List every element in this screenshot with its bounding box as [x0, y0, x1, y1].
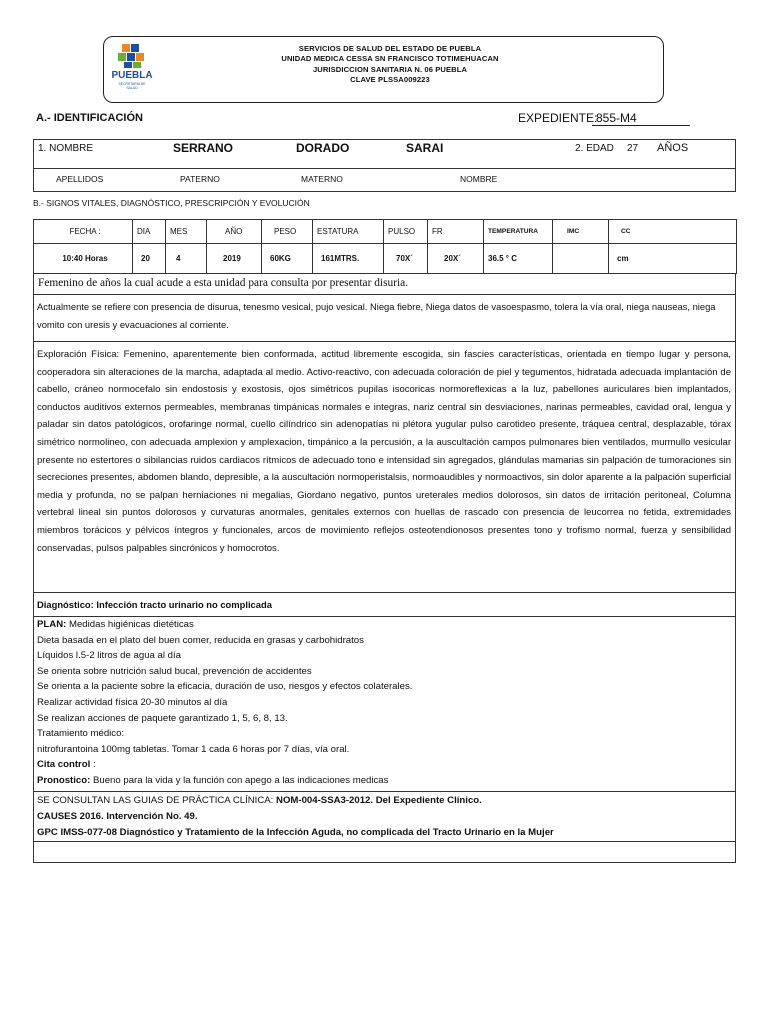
guias-line-1b: NOM-004-SSA3-2012. Del Expediente Clínico. [276, 795, 482, 806]
motivo-text: Femenino de años la cual acude a esta unidad para consulta por presentar disuria. [38, 277, 409, 289]
diagnostico-text: Diagnóstico: Infección tracto urinario no complicada [37, 599, 272, 610]
value-fecha: 10:40 Horas [34, 244, 133, 274]
edad-value: 27 [627, 143, 639, 154]
value-pulso: 70X´ [384, 244, 428, 274]
section-b-title: B.- SIGNOS VITALES, DIAGNÓSTICO, PRESCRIPCIÓN Y EVOLUCIÓN [33, 198, 310, 208]
plan-line-3: Se orienta sobre nutrición salud bucal, prevención de accidentes [37, 665, 312, 677]
plan-first: Medidas higiénicas dietéticas [66, 619, 194, 630]
header-imc: IMC [553, 220, 609, 244]
header-estatura: ESTATURA [313, 220, 384, 244]
apellidos-label: APELLIDOS [56, 174, 104, 184]
value-estatura: 161MTRS. [313, 244, 384, 274]
guias-line-1 [37, 793, 731, 809]
value-cc: cm [609, 244, 737, 274]
plan-line-2: Líquidos l.5-2 litros de agua al día [37, 650, 181, 662]
vital-signs-value-row [34, 244, 737, 274]
value-ano: 2019 [207, 244, 262, 274]
value-imc [553, 244, 609, 274]
plan-line-4: Se orienta a la paciente sobre la eficacia, duración de uso, riesgos y efectos colaterales. [37, 681, 413, 693]
header-line-3: JURISDICCION SANITARIA N. 06 PUEBLA [312, 64, 468, 74]
header-peso: PESO [262, 220, 313, 244]
puebla-logo [108, 42, 156, 98]
pronostico-value: Bueno para la vida y la función con apego a las indicaciones medicas [90, 774, 389, 786]
padecimiento-text: Actualmente se refiere con presencia de disurua, tenesmo vesical, pujo vesical. Niega fiebre, Niega datos de vasoespasmo, tolera la vía oral, niega nauseas, niega vomito con uresis y evacuaciones al corriente. [37, 301, 716, 330]
value-dia: 20 [133, 244, 166, 274]
header-temperatura: TEMPERATURA [484, 220, 553, 244]
plan-line-1: Dieta basada en el plato del buen comer, reducida en grasas y carbohidratos [37, 634, 364, 646]
header-mes: MES [166, 220, 207, 244]
guias-line-2: CAUSES 2016. Intervención No. 49. [37, 811, 198, 822]
plan-line-6: Se realizan acciones de paquete garantizado 1, 5, 6, 8, 13. [37, 712, 288, 724]
header-line-2: UNIDAD MEDICA CESSA SN FRANCISCO TOTIMEHUACAN [281, 54, 499, 64]
edad-label: 2. EDAD [575, 143, 614, 154]
guias-line-1a: SE CONSULTAN LAS GUIAS DE PRÁCTICA CLÍNICA: [37, 795, 277, 806]
plan-line-8: nitrofurantoina 100mg tabletas. Tomar 1 cada 6 horas por 7 días, vía oral. [37, 743, 350, 755]
header-line-4: CLAVE PLSSA009223 [350, 75, 430, 85]
nombre-label: 1. NOMBRE [38, 143, 94, 154]
svg-text:SALUD: SALUD [126, 86, 138, 90]
pronostico-line [37, 773, 731, 789]
header-dia: DIA [133, 220, 166, 244]
header-ano: AÑO [207, 220, 262, 244]
header-fr: FR [428, 220, 484, 244]
header-line-1: SERVICIOS DE SALUD DEL ESTADO DE PUEBLA [298, 44, 482, 53]
plan-line-5: Realizar actividad física 20-30 minutos al día [37, 696, 228, 708]
section-a-title: A.- IDENTIFICACIÓN [36, 112, 143, 124]
paterno-label: PATERNO [180, 174, 220, 184]
pronostico-label: Pronostico: [37, 774, 91, 786]
guias-line-3: GPC IMSS-077-08 Diagnóstico y Tratamiento de la Infección Aguda, no complicada del Tracto Urinario en la Mujer [37, 827, 554, 838]
apellido-paterno-value: SERRANO [173, 141, 234, 155]
guias-right-border [735, 791, 736, 842]
guias-left-border [33, 791, 34, 842]
plan-label: PLAN: [37, 619, 67, 630]
value-mes: 4 [166, 244, 207, 274]
plan-section [37, 617, 731, 789]
materno-label: MATERNO [301, 174, 343, 184]
guias-section [37, 793, 731, 841]
vital-signs-table [33, 219, 737, 274]
cita-value: : [90, 759, 96, 771]
exploracion-text: Exploración Física: Femenino, aparentemente bien conformada, actitud libremente escogida, sin fascies características, orientada en tiempo lugar y persona, cooperadora sin alteraciones de la marcha, adaptada al medio. Activo-reactivo, con adecuada coloración de piel y tegumentos, hidratada adecuada implantación de cabello, cráneo normocefalo sin endostosis y exostosis, ojos simétricos pupilas isocoricas normoreflexicas a la luz, pabellones auriculares bien implantados, conductos auditivos externos permeables, membranas timpánicas normales e integras, nariz central sin desviaciones, narinas permeables, cavidad oral, lengua y paladar sin datos patológicos, orofaringe normal, cuello cilíndrico sin adenopatías ni plétora yugular pulso carotideo presente, tráquea central, desplazable, tórax simétrico normolineo, con adecuada amplexion y amplexacion, timpánico a la percusión, a la auscultación campos pulmonares bien ventilados, murmullo vesicular presente no estertores o sibilancias ruidos cardiacos rítmicos de adecuado tono e intensidad sin agregados, glándulas mamarias sin palpación de tumoraciones sin secreciones presentes, abdomen blando, depresible, a la auscultación normoperistalsis, normoaudibles y normoactivos, sin dolor aparente a la palpación superficial media y profunda, no se palpan herniaciones ni megalias, Giordano negativo, puntos ureterales medios dolorosos, sin datos de irritación peritoneal, Columna vertebral lineal sin puntos dolorosos y curvaturas anormales, genitales externos con huellas de rascado con presencia de leucorrea no fetida, extremidades miembros torácicos y pélvicos íntegros y funcionales, arcos de movimiento reflejos osteotendionosos presentes tono y trofismo normal, fuerza y sensibilidad conservadas, pulsos palpables sincrónicos y homocrotos. [37, 349, 731, 554]
header-cc: CC [609, 220, 737, 244]
nombre-sublabel: NOMBRE [460, 174, 498, 184]
header-fecha: FECHA : [34, 220, 133, 244]
cita-line [37, 757, 731, 773]
value-fr: 20X´ [428, 244, 484, 274]
edad-unit: AÑOS [657, 142, 689, 154]
plan-line-7: Tratamiento médico: [37, 728, 125, 740]
svg-text:PUEBLA: PUEBLA [111, 70, 153, 81]
header-pulso: PULSO [384, 220, 428, 244]
vital-signs-header-row [34, 220, 737, 244]
expediente-label: EXPEDIENTE: [518, 111, 598, 125]
cita-label: Cita control [37, 759, 91, 771]
empty-box [33, 841, 736, 863]
value-temperatura: 36.5 ° C [484, 244, 553, 274]
apellido-materno-value: DORADO [296, 141, 350, 155]
value-peso: 60KG [262, 244, 313, 274]
plan-first-line [37, 617, 731, 633]
nombre-value: SARAI [406, 141, 444, 155]
expediente-value: 855-M4 [592, 111, 690, 126]
apellidos-box [33, 168, 736, 192]
header-text [200, 44, 580, 86]
svg-text:SECRETARÍA DE: SECRETARÍA DE [118, 82, 146, 86]
